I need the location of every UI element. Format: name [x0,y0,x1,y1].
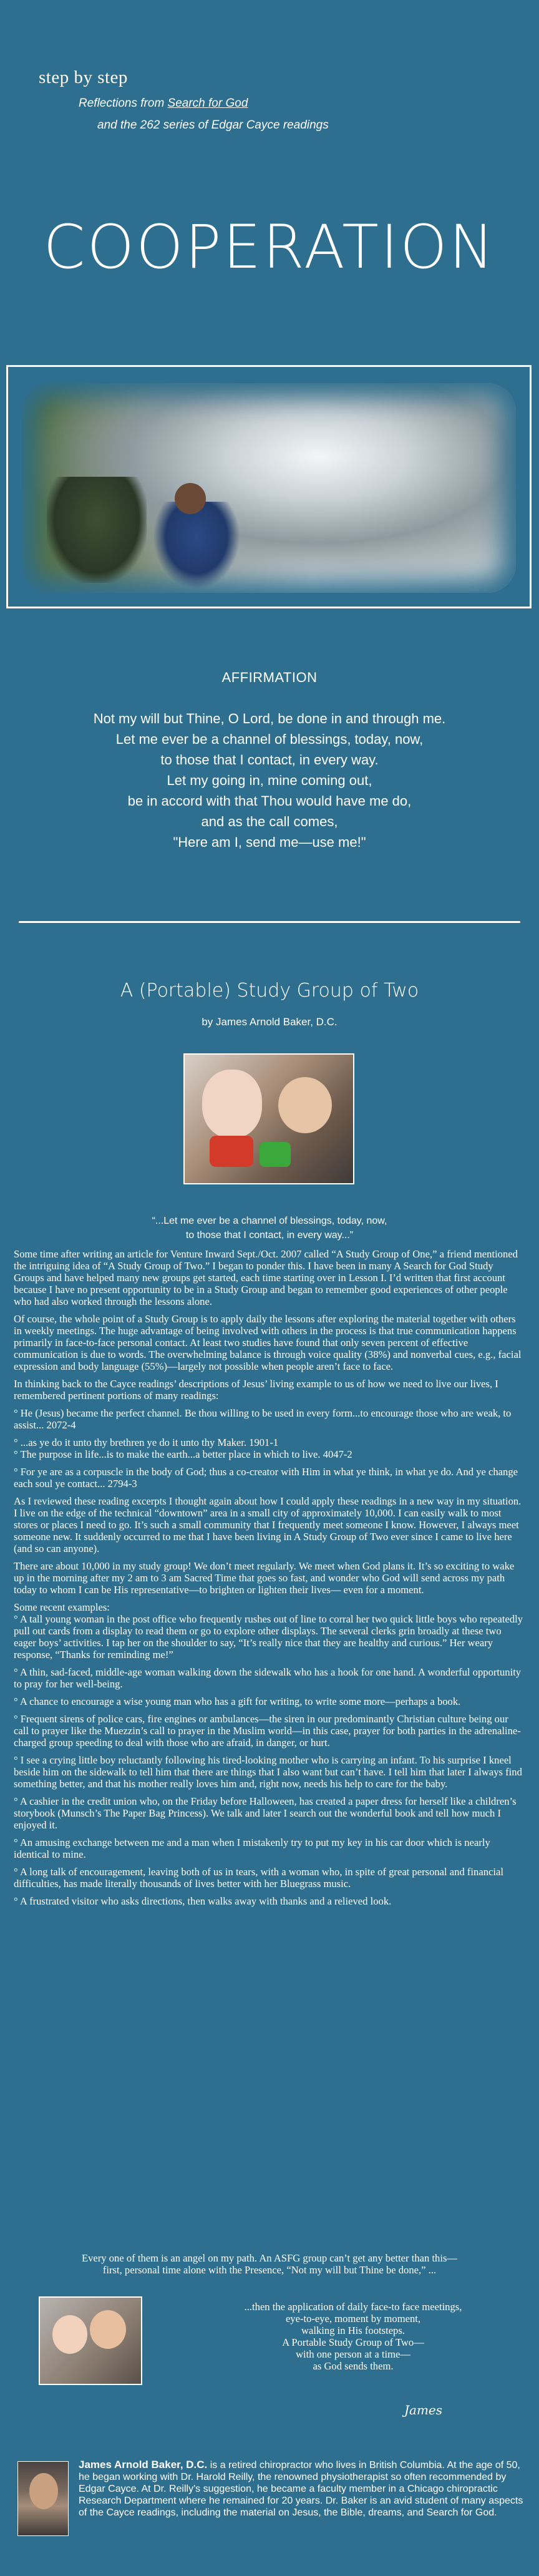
closing-poem-line: walking in His footsteps. [301,2325,405,2336]
closing-poem-line: ...then the application of daily face-to face meetings, [244,2301,462,2313]
hero-rock-shape [47,477,147,583]
pull-quote-line: to those that I contact, in every way...” [185,1230,354,1241]
closing-statement [14,2252,525,2276]
example-item: ° A long talk of encouragement, leaving both of us in tears, with a woman who, in spite of great personal and financial difficulties, has made literally thousands of lives better with her Bluegrass music. [14,1866,503,1890]
reading-excerpt: ° He (Jesus) became the perfect channel. Be thou willing to be used in every form...to encourage those who are weak, to assist... 2072-4 [14,1407,512,1431]
photo-toy-green [260,1142,291,1167]
affirmation-line: Let me ever be a channel of blessings, today, now, [115,731,424,747]
affirmation-line: be in accord with that Thou would have me do, [127,793,412,809]
example-item: ° A chance to encourage a wise young man who has a gift for writing, to write some more—perhaps a book. [14,1695,461,1707]
photo-baby-shape [202,1070,262,1138]
pull-quote-line: “...Let me ever be a channel of blessings, today, now, [152,1216,387,1226]
article-byline: by James Arnold Baker, D.C. [202,1016,337,1028]
closing-line: first, personal time alone with the Presence, “Not my will but Thine be done,” ... [102,2264,437,2276]
reading-excerpt: ° The purpose in life...is to make the earth...a better place in which to live. 4047-2 [14,1448,352,1460]
affirmation-section [0,670,539,852]
example-item: ° A frustrated visitor who asks directions, then walks away with thanks and a relieved look. [14,1895,392,1907]
hero-image-frame [6,365,532,608]
hero-person-head [175,483,206,514]
brand-subtitle [79,97,248,110]
section-divider [19,921,520,923]
author-photo [17,2461,69,2536]
brand-subtitle-prefix: Reflections from [79,97,168,110]
hero-person-shape [153,502,240,589]
two-children-photo [39,2296,142,2385]
paragraph: Of course, the whole point of a Study Group is to apply daily the lessons after exploring the material together with others in weekly meetings. The huge advantage of being involved with others in the process is that true communication happens primarily in face-to-face personal contact. At least two studies have found that only seven percent of effective communication is due to words. The overwhelming balance is through voice quality (38%) and nonverbal cues, e.g., facial expression and body language (55%)—largely not possible when people aren’t face to face. [14,1313,522,1372]
example-item: ° Frequent sirens of police cars, fire engines or ambulances—the siren in our predominantly Christian culture being our call to prayer like the Muezzin’s call to prayer in the Muslim world—in this case, prayer for both parties in the adrenaline-charged group speeding to deal with those who are afraid, in danger, or hurt. [14,1713,521,1749]
example-item: ° An amusing exchange between me and a man when I mistakenly try to put my key in his car door which is nearly identical to mine. [14,1837,490,1860]
example-item: ° A tall young woman in the post office who frequently rushes out of line to corral her two quick little boys who repeatedly pull out cards from a display to read them or go to explore other displays. The several clerks grin broadly at these two eager boys’ activities. I tap her on the shoulder to say, “It’s really nice that they are healthy and curious.” Her weary response, “Thanks for reminding me!” [14,1613,523,1661]
closing-poem-line: as God sends them. [313,2360,394,2372]
pull-quote [0,1214,539,1242]
example-item: ° I see a crying little boy reluctantly following his tired-looking mother who is carrying an infant. To his surprise I kneel beside him on the sidewalk to tell him that there are things that I also want but can’t have. I tell him that later I always find something better, and that his mother really loves him and, right now, needs his help to care for the baby. [14,1754,522,1790]
closing-poem-line: with one person at a time— [296,2348,410,2360]
children-playing-photo [183,1053,354,1184]
author-name: James Arnold Baker, D.C. [79,2459,208,2471]
author-face-shape [29,2473,58,2509]
search-for-god-link[interactable]: Search for God [167,97,248,110]
photo-boy-shape [278,1077,332,1133]
closing-poem [178,2301,528,2372]
paragraph: In thinking back to the Cayce readings’ descriptions of Jesus’ living example to us of how we need to live our lives, I remembered pertinent portions of many readings: [14,1378,498,1402]
article-title: A (Portable) Study Group of Two [120,980,419,1002]
brand-subtitle-2: and the 262 series of Edgar Cayce readings [97,119,329,132]
article-body [14,1248,525,1913]
reading-excerpt: ° ...as ye do it unto thy brethren ye do it unto thy Maker. 1901-1 [14,1437,279,1448]
example-item: ° A cashier in the credit union who, on the Friday before Halloween, has created a paper dress for herself like a children’s storybook (Munsch’s The Paper Bag Princess). We talk and later I search out the wonderful book and tell how much I enjoyed it. [14,1795,517,1831]
photo-toy-red [210,1136,253,1167]
author-signature: James [404,2403,443,2417]
hero-waterfall-photo [22,383,516,593]
page-title: COOPERATION [43,212,496,282]
photo-child-a [52,2315,87,2354]
affirmation-line: to those that I contact, in every way. [160,752,379,768]
closing-poem-line: A Portable Study Group of Two— [282,2336,424,2348]
photo-child-b [90,2310,126,2349]
affirmation-line: Let my going in, mine coming out, [167,773,372,788]
author-bio-text: is a retired chiropractor who lives in British Columbia. At the age of 50, he began working with Dr. Harold Reilly, the renowned physiotherapist so often recommended by Edgar Cayce. At Dr. Reilly's suggestion, he became a faculty member in a Chicago chiropractic Research Department where he remained for 20 years. Dr. Baker is an avid student of many aspects of the Cayce readings, including the material on Jesus, the Bible, dreams, and Search for God. [79,2460,523,2518]
reading-excerpt: ° For ye are as a corpuscle in the body of God; thus a co-creator with Him in what ye think, in what ye do. And ye change each soul ye contact... 2794-3 [14,1466,518,1490]
closing-poem-line: eye-to-eye, moment by moment, [285,2313,421,2325]
closing-line: Every one of them is an angel on my path. An ASFG group can’t get any better than this— [81,2252,458,2264]
affirmation-line: Not my will but Thine, O Lord, be done in and through me. [93,711,446,726]
affirmation-line: "Here am I, send me—use me!" [173,834,366,850]
paragraph: Some time after writing an article for Venture Inward Sept./Oct. 2007 called “A Study Group of One,” a friend mentioned the intriguing idea of “A Study Group of Two.” I began to ponder this. I have been in many A Search for God Study Groups and have helped many new groups get started, each time starting over in Lesson I. I’d written that first account because I have no present opportunity to be in a Study Group and began to remember good experiences of other people who had also worked through the lessons alone. [14,1248,518,1307]
affirmation-line: and as the call comes, [201,814,338,829]
paragraph: As I reviewed these reading excerpts I thought again about how I could apply these readings in a new way in my situation. I live on the edge of the technical “downtown” area in a small city of approximately 10,000. I can easily walk to most stores or places I need to go. It’s such a small community that I frequently meet someone I know. However, I always meet someone new. It suddenly occurred to me that I have been living in A Study Group of Two ever since I came to live here (and so can anyone). [14,1495,522,1554]
paragraph: There are about 10,000 in my study group! We don’t meet regularly. We meet when God plans it. It’s so exciting to wake up in the morning after my 2 am to 3 am Sacred Time that goes so fast, and wonder who God will send across my path today to whom I can be His representative—to brighten or lighten their lives— even for a moment. [14,1560,515,1596]
brand-title: step by step [39,67,128,87]
paragraph: Some recent examples: [14,1601,110,1613]
author-bio [79,2459,527,2519]
affirmation-heading: AFFIRMATION [221,670,318,685]
header [0,0,539,349]
example-item: ° A thin, sad-faced, middle-age woman walking down the sidewalk who has a hook for one hand. A wonderful opportunity to pray for her well-being. [14,1666,522,1690]
